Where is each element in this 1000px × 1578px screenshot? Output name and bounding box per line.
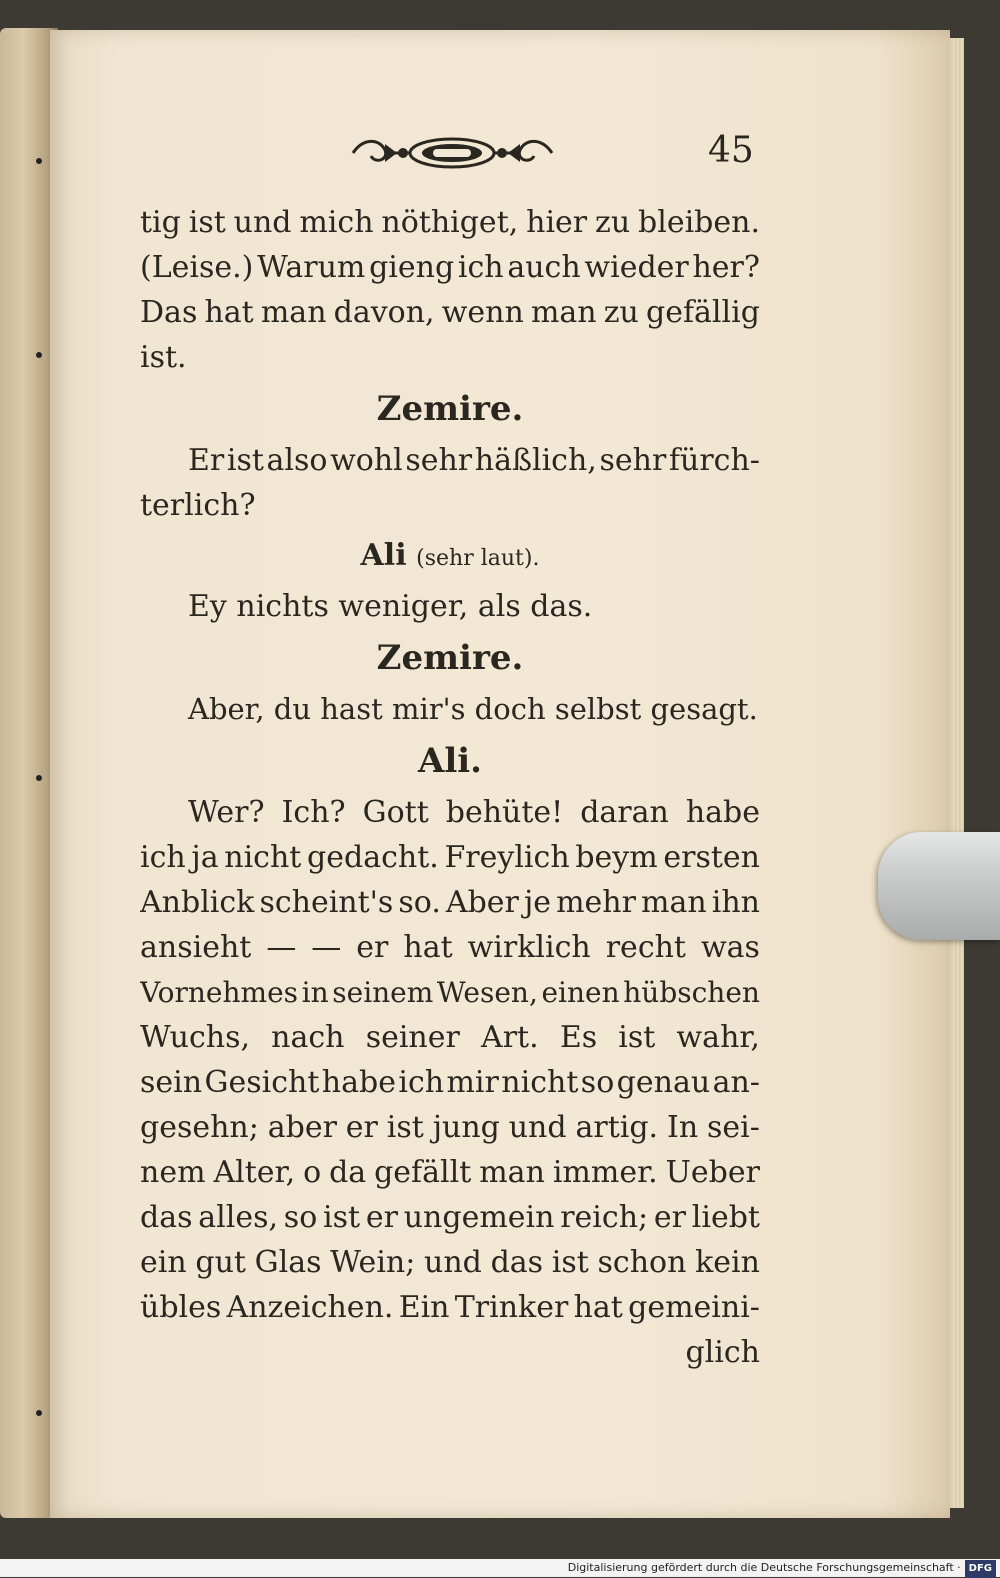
text-line: (Leise.) Warum gieng ich auch wieder her? [140, 250, 760, 285]
binding-mark [36, 1410, 42, 1416]
digitization-footer [0, 1559, 1000, 1577]
speaker-heading: Ali. [417, 741, 483, 781]
text-line: Er ist also wohl sehr häßlich, sehr fürch- [188, 443, 760, 478]
text-line: Wuchs, nach seiner Art. Es ist wahr, [140, 1020, 760, 1055]
ornament-icon [345, 130, 560, 176]
text-line: sein Gesicht habe ich mir nicht so genau an- [140, 1065, 760, 1100]
text-line: ist. [140, 340, 187, 375]
text-line: Aber, du hast mir's doch selbst gesagt. [188, 692, 758, 726]
text-line: Anblick scheint's so. Aber je mehr man ihn [140, 885, 760, 920]
text-line: Wer? Ich? Gott behüte! daran habe [188, 795, 760, 830]
text-line: nem Alter, o da gefällt man immer. Ueber [140, 1155, 760, 1190]
binding-mark [36, 352, 42, 358]
text-line: übles Anzeichen. Ein Trinker hat gemeini- [140, 1290, 760, 1325]
text-line: ein gut Glas Wein; und das ist schon kein [140, 1245, 760, 1280]
dfg-logo: DFG [965, 1560, 996, 1578]
binding-mark [36, 775, 42, 781]
binding-mark [36, 158, 42, 164]
page-clip [878, 832, 1000, 940]
text-line: ich ja nicht gedacht. Freylich beym ersten [140, 840, 760, 875]
speaker-heading: Zemire. [376, 389, 524, 429]
text-line: terlich? [140, 488, 256, 523]
page-number: 45 [708, 130, 754, 171]
speaker-heading: Zemire. [376, 638, 524, 678]
footer-credit: Digitalisierung gefördert durch die Deutsche Forschungsgemeinschaft · [567, 1561, 961, 1574]
stage-direction: (sehr laut). [416, 546, 540, 571]
speaker-name: Ali [360, 538, 407, 573]
speaker-heading-with-direction [140, 528, 760, 584]
text-line: gesehn; aber er ist jung und artig. In sei- [140, 1110, 760, 1145]
text-line: Vornehmes in seinem Wesen, einen hübschen [140, 976, 760, 1009]
text-line: ansieht — — er hat wirklich recht was [140, 930, 760, 965]
text-line: Das hat man davon, wenn man zu gefällig [140, 295, 760, 330]
page-text [140, 200, 760, 1375]
text-line: das alles, so ist er ungemein reich; er liebt [140, 1200, 760, 1235]
text-line: tig ist und mich nöthiget, hier zu bleiben. [140, 205, 760, 240]
catchword: glich [685, 1335, 760, 1370]
text-line: Ey nichts weniger, als das. [188, 589, 593, 624]
